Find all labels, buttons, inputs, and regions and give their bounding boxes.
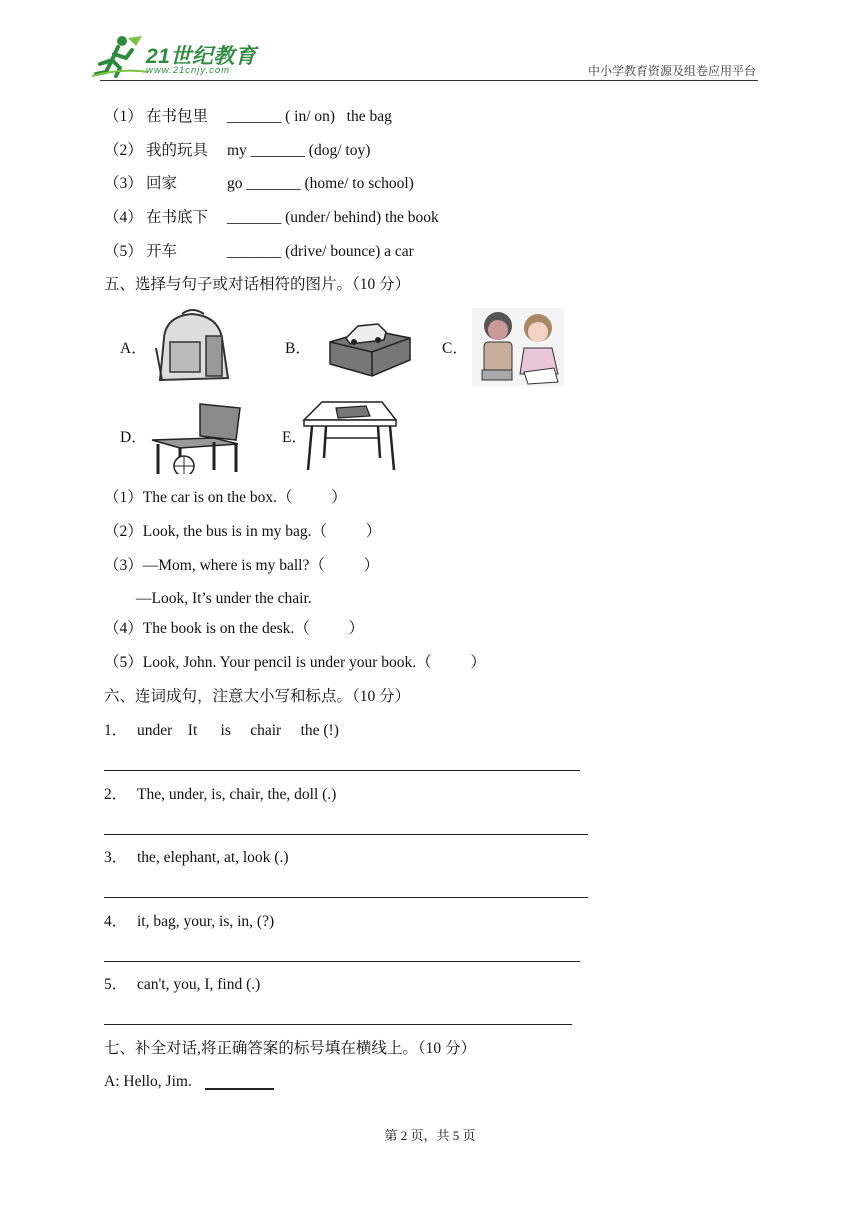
schoolbag-icon bbox=[152, 308, 242, 386]
header-divider bbox=[100, 80, 758, 81]
p4-en-2: my _______ (dog/ toy) bbox=[227, 142, 371, 159]
two-children-icon bbox=[472, 308, 564, 386]
option-b-label: B． bbox=[285, 340, 311, 357]
s5-item-5: （5）Look, John. Your pencil is under your book.（ ） bbox=[104, 654, 486, 671]
s6-num-4: 4． bbox=[104, 913, 128, 930]
section6-title: 六、连词成句，注意大小写和标点。（10 分） bbox=[104, 688, 411, 705]
s6-words-1: under It is chair the (!) bbox=[137, 722, 339, 739]
answer-line-2 bbox=[104, 834, 588, 835]
answer-line-4 bbox=[104, 961, 580, 962]
s6-words-2: The, under, is, chair, the, doll (.) bbox=[137, 786, 337, 803]
section5-title: 五、选择与句子或对话相符的图片。（10 分） bbox=[104, 276, 411, 293]
p4-num-5: （5） bbox=[104, 243, 143, 260]
p4-zh-2: 我的玩具 bbox=[146, 142, 209, 159]
p4-zh-4: 在书底下 bbox=[146, 209, 209, 226]
s6-num-1: 1． bbox=[104, 722, 128, 739]
option-e-label: E． bbox=[282, 429, 307, 446]
s6-words-4: it, bag, your, is, in, (?) bbox=[137, 913, 275, 930]
s6-words-3: the, elephant, at, look (.) bbox=[137, 849, 289, 866]
section7-title: 七、补全对话,将正确答案的标号填在横线上。（10 分） bbox=[104, 1040, 477, 1057]
logo-url: www.21cnjy.com bbox=[146, 65, 231, 76]
s7-blank-1 bbox=[205, 1088, 274, 1090]
s5-item-1: （1）The car is on the box.（ ） bbox=[104, 489, 347, 506]
p4-en-3: go _______ (home/ to school) bbox=[227, 175, 414, 192]
page-footer: 第 2 页，共 5 页 bbox=[384, 1128, 476, 1143]
p4-en-5: _______ (drive/ bounce) a car bbox=[227, 243, 414, 260]
p4-zh-1: 在书包里 bbox=[146, 108, 209, 125]
s5-item-3-reply: —Look, It’s under the chair. bbox=[136, 590, 312, 607]
s5-item-4: （4）The book is on the desk.（ ） bbox=[104, 620, 365, 637]
p4-num-4: （4） bbox=[104, 209, 143, 226]
chair-with-ball-icon bbox=[150, 400, 246, 474]
p4-num-2: （2） bbox=[104, 142, 143, 159]
option-d-label: D． bbox=[120, 429, 147, 446]
p4-zh-5: 开车 bbox=[146, 243, 178, 260]
running-man-icon bbox=[92, 34, 152, 78]
p4-num-3: （3） bbox=[104, 175, 143, 192]
answer-line-3 bbox=[104, 897, 588, 898]
answer-line-5 bbox=[104, 1024, 572, 1025]
s5-item-3: （3）—Mom, where is my ball?（ ） bbox=[104, 557, 380, 574]
book-on-desk-icon bbox=[302, 398, 398, 474]
s6-words-5: can't, you, I, find (.) bbox=[137, 976, 261, 993]
answer-line-1 bbox=[104, 770, 580, 771]
option-c-label: C． bbox=[442, 340, 468, 357]
option-a-label: A． bbox=[120, 340, 147, 357]
s6-num-3: 3． bbox=[104, 849, 128, 866]
s6-num-2: 2． bbox=[104, 786, 128, 803]
p4-num-1: （1） bbox=[104, 108, 143, 125]
p4-zh-3: 回家 bbox=[146, 175, 178, 192]
platform-name: 中小学教育资源及组卷应用平台 bbox=[587, 64, 756, 78]
p4-en-1: _______ ( in/ on) the bag bbox=[227, 108, 392, 125]
s5-item-2: （2）Look, the bus is in my bag.（ ） bbox=[104, 523, 382, 540]
logo-text: 21世纪教育 bbox=[146, 45, 257, 68]
toy-car-on-box-icon bbox=[326, 316, 412, 378]
s7-line-1: A: Hello, Jim. bbox=[104, 1073, 192, 1090]
p4-en-4: _______ (under/ behind) the book bbox=[227, 209, 439, 226]
s6-num-5: 5． bbox=[104, 976, 128, 993]
